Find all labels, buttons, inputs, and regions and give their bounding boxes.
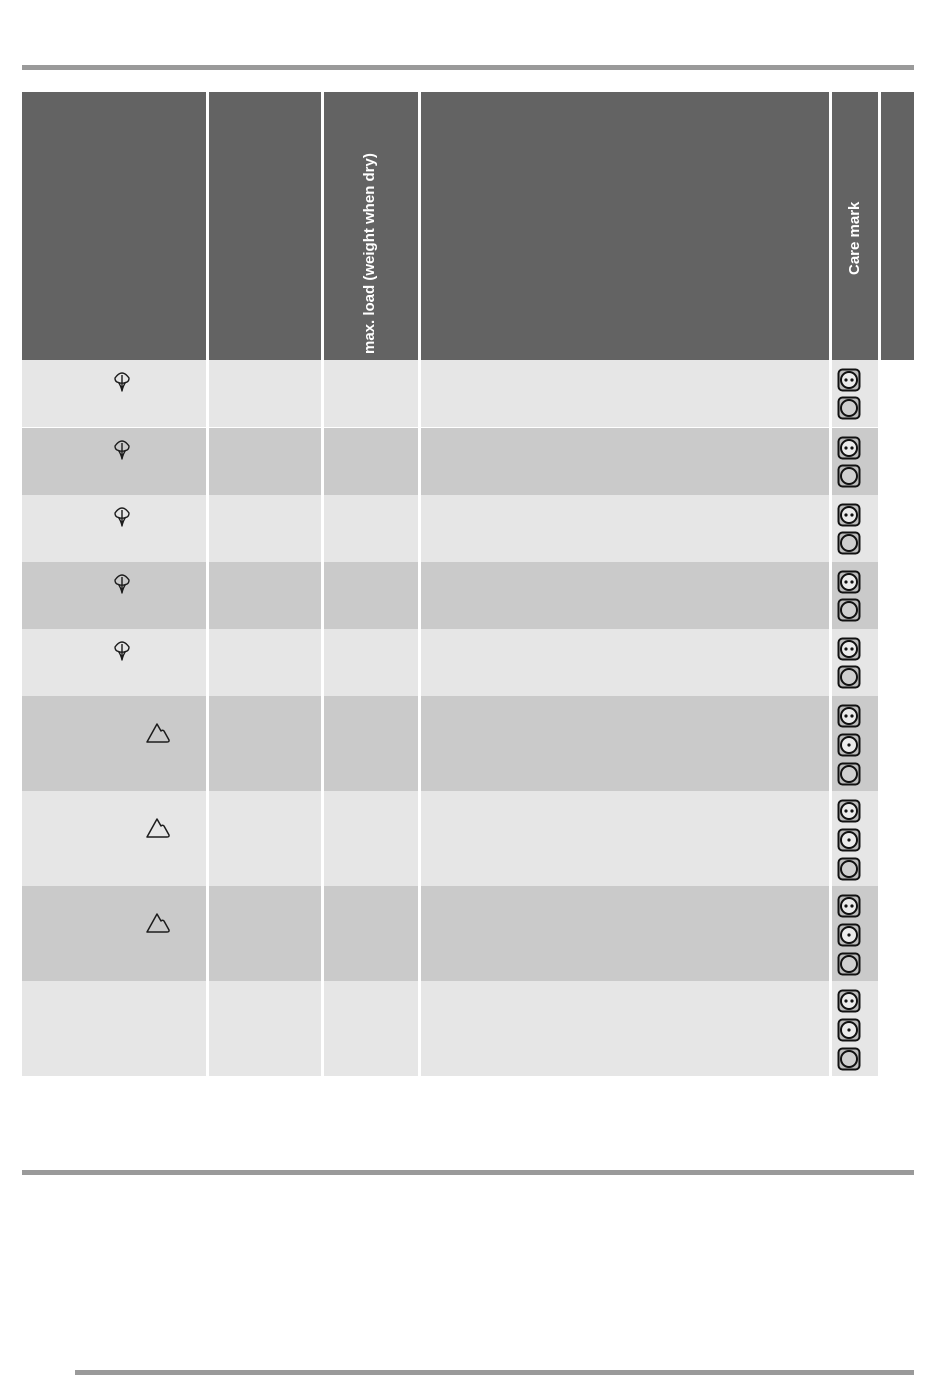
table-cell: [324, 562, 418, 629]
table-cell: [209, 360, 321, 427]
table-cell: [209, 886, 321, 981]
table-cell: [22, 428, 206, 495]
cotton-flower-icon: [109, 638, 135, 669]
table-cell: [209, 562, 321, 629]
table-cell: [421, 696, 829, 791]
table-row: [22, 562, 878, 629]
table-cell: [209, 428, 321, 495]
tumble-dry-low-icon: [837, 828, 861, 852]
table-cell: [324, 629, 418, 696]
table-cell: [22, 886, 206, 981]
table-cell: [22, 696, 206, 791]
table-cell: [22, 562, 206, 629]
tumble-dry-icon: [837, 857, 861, 881]
table-cell: [209, 791, 321, 886]
tumble-dry-normal-icon: [837, 637, 861, 661]
table-cell: [832, 886, 878, 981]
table-row: [22, 495, 878, 562]
table-cell: [209, 495, 321, 562]
table-cell: [832, 981, 878, 1076]
tumble-dry-low-icon: [837, 1018, 861, 1042]
table-cell: [421, 562, 829, 629]
care-mark-header: Care mark: [846, 201, 863, 275]
tumble-dry-icon: [837, 464, 861, 488]
table-cell: [832, 428, 878, 495]
table-cell: [421, 428, 829, 495]
middle-rule: [22, 1170, 914, 1175]
easy-care-triangle-icon: [143, 720, 173, 751]
table-cell: [832, 629, 878, 696]
tumble-dry-normal-icon: [837, 799, 861, 823]
table-cell: [22, 629, 206, 696]
table-row: [22, 886, 878, 981]
table-cell: [421, 791, 829, 886]
table-cell: [324, 886, 418, 981]
table-row: [22, 629, 878, 696]
tumble-dry-normal-icon: [837, 503, 861, 527]
header-cell-max-load: [324, 92, 418, 360]
table-cell: [421, 886, 829, 981]
table-row: [22, 791, 878, 886]
table-row: [22, 428, 878, 495]
table-row: [22, 360, 878, 427]
table-cell: [421, 360, 829, 427]
tumble-dry-normal-icon: [837, 989, 861, 1013]
table-cell: [22, 981, 206, 1076]
table-cell: [421, 981, 829, 1076]
tumble-dry-icon: [837, 1047, 861, 1071]
tumble-dry-icon: [837, 598, 861, 622]
tumble-dry-normal-icon: [837, 894, 861, 918]
tumble-dry-icon: [837, 762, 861, 786]
table-cell: [324, 428, 418, 495]
easy-care-triangle-icon: [143, 910, 173, 941]
header-cell-care-mark: [832, 92, 878, 360]
table-cell: [421, 629, 829, 696]
tumble-dry-normal-icon: [837, 570, 861, 594]
table-cell: [22, 360, 206, 427]
bottom-rule: [75, 1370, 914, 1375]
max-load-header: max. load (weight when dry): [361, 153, 378, 354]
header-cell-programme: [22, 92, 206, 360]
tumble-dry-low-icon: [837, 733, 861, 757]
header-cell-extra: [881, 92, 914, 360]
table-cell: [421, 495, 829, 562]
tumble-dry-normal-icon: [837, 368, 861, 392]
table-cell: [832, 495, 878, 562]
cotton-flower-icon: [109, 369, 135, 400]
table-row: [22, 981, 878, 1076]
table-cell: [324, 791, 418, 886]
header-cell-description: [421, 92, 829, 360]
tumble-dry-normal-icon: [837, 436, 861, 460]
table-cell: [832, 360, 878, 427]
table-cell: [324, 696, 418, 791]
tumble-dry-icon: [837, 665, 861, 689]
table-cell: [832, 562, 878, 629]
table-cell: [832, 791, 878, 886]
table-cell: [209, 629, 321, 696]
tumble-dry-icon: [837, 952, 861, 976]
cotton-flower-icon: [109, 437, 135, 468]
table-row: [22, 696, 878, 791]
tumble-dry-icon: [837, 396, 861, 420]
easy-care-triangle-icon: [143, 815, 173, 846]
table-cell: [22, 791, 206, 886]
table-cell: [22, 495, 206, 562]
table-cell: [209, 696, 321, 791]
table-cell: [832, 696, 878, 791]
table-cell: [324, 495, 418, 562]
top-rule: [22, 65, 914, 70]
tumble-dry-normal-icon: [837, 704, 861, 728]
table-cell: [324, 360, 418, 427]
table-cell: [324, 981, 418, 1076]
header-cell-2: [209, 92, 321, 360]
table-cell: [209, 981, 321, 1076]
cotton-flower-icon: [109, 571, 135, 602]
cotton-flower-icon: [109, 504, 135, 535]
tumble-dry-icon: [837, 531, 861, 555]
tumble-dry-low-icon: [837, 923, 861, 947]
